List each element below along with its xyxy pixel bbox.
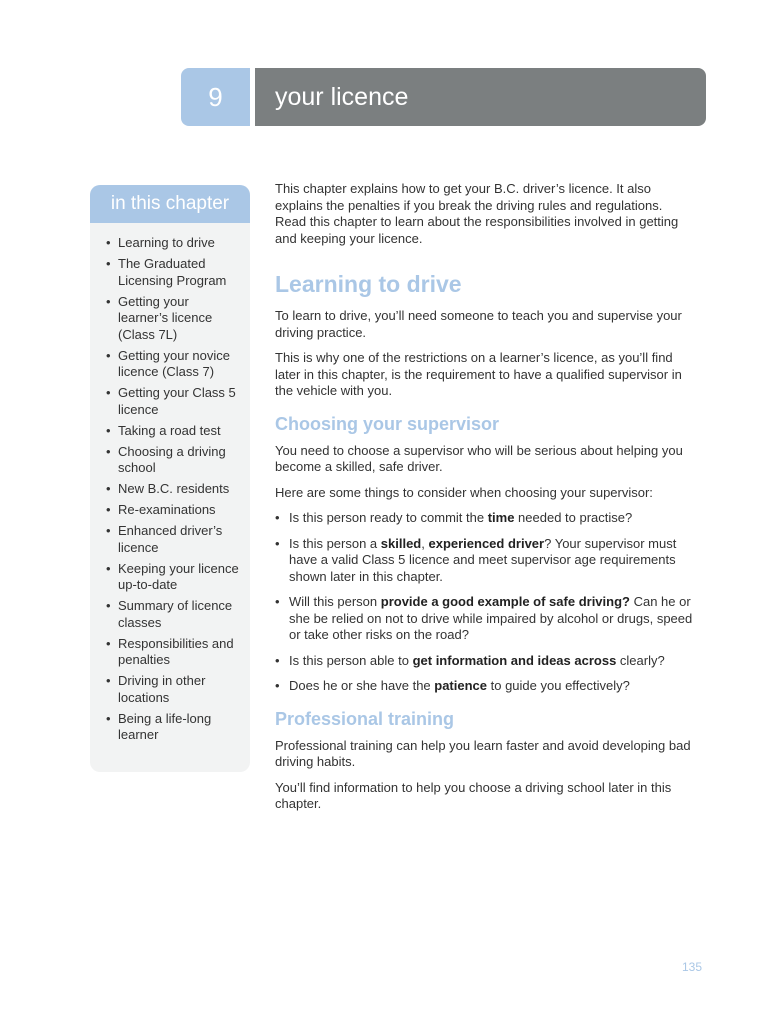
sidebar-item: • Enhanced driver’s licence (106, 523, 240, 556)
sidebar-item: • The Graduated Licensing Program (106, 256, 240, 289)
training-paragraph-1: Professional training can help you learn faster and avoid developing bad driving habits. (275, 737, 691, 769)
sidebar-item: • Getting your Class 5 licence (106, 385, 240, 418)
sidebar-header (90, 185, 250, 223)
checklist-item-skilled: • Is this person a skilled, experienced driver? Your supervisor must have a valid Class 5 licence and meet supervisor age requirements shown later in this chapter. (275, 536, 695, 586)
in-this-chapter-sidebar (90, 185, 250, 772)
checklist-item-time: • Is this person ready to commit the time needed to practise? (275, 510, 695, 527)
checklist-item-communication: • Is this person able to get information and ideas across clearly? (275, 653, 695, 670)
learning-paragraph-2: This is why one of the restrictions on a learner’s licence, as you’ll find later in this chapter, is the requirement to have a qualified supervisor in the vehicle with you. (275, 350, 682, 398)
intro-paragraph: This chapter explains how to get your B.C. driver’s licence. It also explains the penalties if you break the driving rules and regulations. Read this chapter to learn about the responsibilities involved in getting and keeping your licence. (275, 181, 679, 246)
sidebar-item: • Summary of licence classes (106, 598, 240, 631)
chapter-title: your licence (275, 82, 409, 111)
chapter-number-box (181, 68, 250, 126)
chapter-number: 9 (208, 81, 223, 112)
supervisor-paragraph-2: Here are some things to consider when choosing your supervisor: (275, 484, 653, 500)
sidebar-list (90, 223, 250, 744)
sidebar-item: • Responsibilities and penalties (106, 636, 240, 669)
sidebar-item: • New B.C. residents (106, 481, 240, 498)
sidebar-item: • Keeping your licence up-to-date (106, 561, 240, 594)
learning-to-drive-heading: Learning to drive (275, 271, 462, 297)
learning-paragraph-1: To learn to drive, you’ll need someone to teach you and supervise your driving practice. (275, 308, 682, 340)
professional-training-heading: Professional training (275, 708, 455, 729)
sidebar-item: • Re-examinations (106, 502, 240, 519)
sidebar-item: • Getting your novice licence (Class 7) (106, 348, 240, 381)
chapter-title-bar (255, 68, 706, 126)
choosing-supervisor-heading: Choosing your supervisor (275, 413, 500, 434)
main-content (275, 181, 695, 822)
supervisor-paragraph-1: You need to choose a supervisor who will be serious about helping you become a skilled, safe driver. (275, 442, 683, 474)
sidebar-title: in this chapter (110, 193, 230, 214)
sidebar-item: • Choosing a driving school (106, 444, 240, 477)
sidebar-item: • Being a life-long learner (106, 711, 240, 744)
training-paragraph-2: You’ll find information to help you choose a driving school later in this chapter. (275, 779, 672, 811)
page-number: 135 (682, 960, 703, 974)
sidebar-item: • Driving in other locations (106, 673, 240, 706)
sidebar-item: • Learning to drive (106, 235, 240, 252)
checklist-item-patience: • Does he or she have the patience to guide you effectively? (275, 678, 695, 695)
sidebar-item: • Getting your learner’s licence (Class 7L) (106, 294, 240, 344)
supervisor-checklist (275, 510, 695, 695)
checklist-item-example: • Will this person provide a good example of safe driving? Can he or she be relied on not to drive while impaired by alcohol or drugs, speed or take other risks on the road? (275, 594, 695, 644)
sidebar-item: • Taking a road test (106, 423, 240, 440)
